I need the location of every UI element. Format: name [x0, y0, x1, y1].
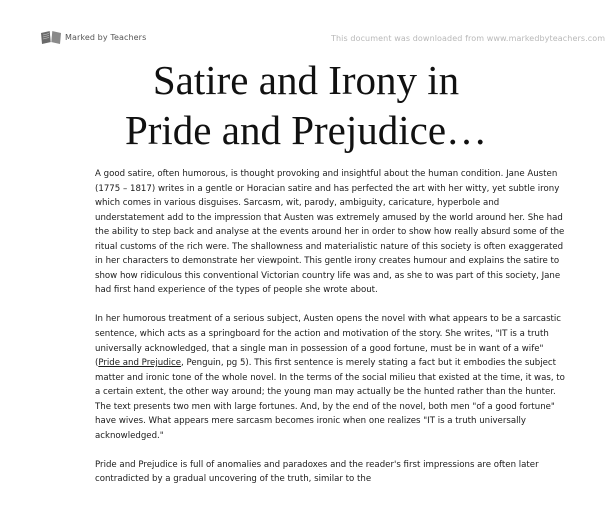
citation-title: Pride and Prejudice: [98, 358, 182, 369]
paragraph-1: A good satire, often humorous, is thought provoking and insightful about the human condition. Jane Austen (1775 – 1817) writes in a gentle or Horacian satire and has perfected the art with her witty, yet subtle irony which comes in various disguises. Sarcasm, wit, parody, ambiguity, caricature, hyperbole and understatement add to the impression that Austen was extremely amused by the world around her. She had the ability to step back and analyse at the events around her in order to show how really absurd some of the ritual customs of the rich were. The shallowness and materialistic nature of this society is often exaggerated in her characters to demonstrate her viewpoint. This gentle irony creates humour and explains the satire to show how ridiculous this conventional Victorian country life was and, as she to was part of this society, Jane had first hand experience of the types of people she wrote about.: [95, 169, 565, 296]
page-header: [0, 0, 612, 52]
title-line-2: Pride and Prejudice…: [124, 107, 488, 153]
document-title: [0, 55, 612, 155]
download-notice: This document was downloaded from www.markedbyteachers.com: [331, 34, 606, 43]
title-line-1: Satire and Irony in: [152, 57, 460, 103]
paragraph-2-part-1: In her humorous treatment of a serious subject, Austen opens the novel with what appears to be a sarcastic sentence, which acts as a springboard for the action and motivation of the story. She writes, "IT is a truth universally acknowledged, that a single man in possession of a good fortune, must be in want of a wife" (: [95, 314, 562, 369]
paragraph-2-part-2: , Penguin, pg 5). This first sentence is merely stating a fact but it embodies the subject matter and ironic tone of the whole novel. In the terms of the social milieu that existed at the time, it was, to a certain extent, the other way around; the young man may actually be the hunted rather than the hunter. The text presents two men with large fortunes. And, by the end of the novel, both men "of a good fortune" have wives. What appears mere sarcasm becomes ironic when one realizes "IT is a truth universally acknowledged.": [95, 358, 565, 441]
logo-text: Marked by Teachers: [65, 33, 147, 42]
document-body: [95, 167, 565, 501]
marked-by-teachers-logo[interactable]: [40, 30, 146, 45]
book-logo-icon: [40, 30, 62, 45]
paragraph-2: [95, 312, 565, 443]
paragraph-3: Pride and Prejudice is full of anomalies and paradoxes and the reader's first impressions are often later contradicted by a gradual uncovering of the truth, similar to the: [95, 459, 539, 485]
